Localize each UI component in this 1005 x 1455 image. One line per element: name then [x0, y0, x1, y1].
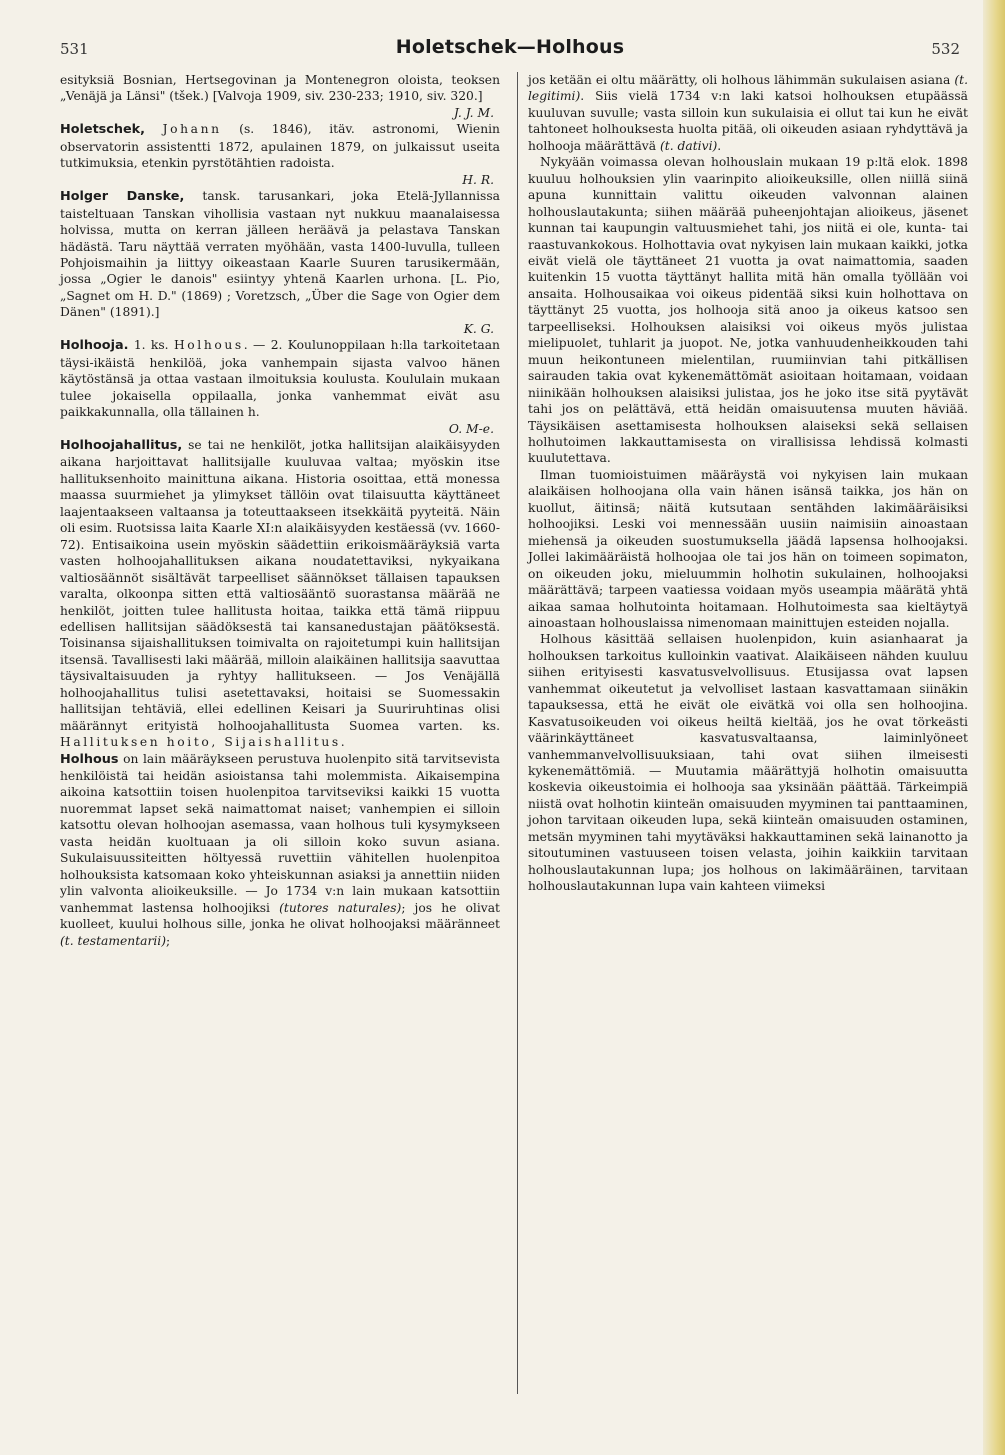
author-signature: J. J. M. [453, 105, 494, 120]
cross-reference: Holhous [173, 338, 244, 353]
latin-term: (t. legitimi) [528, 73, 968, 104]
right-column [528, 72, 968, 895]
cross-reference: Hallituksen hoito, Sijaishallitus [60, 735, 341, 750]
left-column [60, 72, 500, 949]
paragraph-guardians: Ilman tuomioistuimen määräystä voi nykyisen lain mukaan alaikäisen holhoojana olla vain hänen isänsä taikka, jos hän on kuollut, äitinsä; näitä kutsutaan sentähden lakimääräisiksi holhoojiksi. Leski voi mennessään uusiin naimisiin ainoastaan miehensä ja oikeuden suostumuksella jäädä lapsensa holhoojaksi. Jollei lakimääräistä holhoojaa ole tai jos hän on toimeen sopimaton, on oikeuden joku, mieluummin holhotin sukulainen, holhoojaksi määrättävä; tarpeen vaatiessa voidaan myös useampia määrätä yhtä aikaa samaa holhutointa hoitamaan. Holhutoimesta saa kieltäytyä ainoastaan holhouslaissa nimenomaan mainittujen esteiden nojalla. [528, 467, 968, 630]
column-divider [517, 72, 518, 1394]
paragraph-current-law: Nykyään voimassa olevan holhouslain mukaan 19 p:ltä elok. 1898 kuuluu holhouksien ylin vaarinpito alioikeuksille, ollen niillä siinä apuna kunnittain valittu oikeuden valvonnan alainen holhouslautakunta; siihen määrää puheenjohtajan alioikeus, jäsenet kunnan tai kaupungin valtuusmiehet tahi, jos niitä ei ole, kunta- tai raastuvankokous. Holhottavia ovat nykyisen lain mukaan kaikki, jotka eivät vielä ole täyttäneet 21 vuotta ja ovat naimattomia, saaden kuitenkin 15 vuotta täyttänyt hallita mitä hän omalla työllään voi ansaita. Holhousaikaa voi oikeus pidentää siksi kuin holhottava on täyttänyt 25 vuotta, jos holhooja sitä anoo ja oikeus katsoo sen tarpeelliseksi. Holhouksen alaisiksi voi oikeus myös julistaa mielipuolet, tuhlarit ja juopot. Ne, jotka vanhuudenheikkouden tahi muun heikontuneen mielentilan, ruumiinvian tahi pitkällisen sairauden takia ovat kykenemättömät asioitaan hoitamaan, voidaan niinikään holhouksen alaisiksi julistaa, jos he joko itse sitä pyytävät tahi jos on pelättävä, että heidän omaisuutensa muuten häviää. Täysikäisen asettamisesta holhouksen alaiseksi sekä sellaisen holhutoimen lakkauttamisesta on virallisissa lehdissä kolmasti kuulutettava. [528, 155, 968, 466]
latin-term: (tutores naturales) [279, 900, 402, 915]
entry-title: Holhous [60, 751, 119, 767]
entry-given-name: Johann [162, 122, 222, 137]
entry-text: on lain määräykseen perustuva huolenpito sitä tarvitsevista henkilöistä tai heidän asioistansa tahi molemmista. Aikaisempina aikoina katsottiin toisen huolenpitoa tarvitseviksi kaikki 15 vuotta nuoremmat lapset sekä naimattomat naiset; vanhempien ei silloin katsottu olevan holhoojan asemassa, vaan holhous tuli kysymykseen vasta heidän kuoltuaan ja oli silloin koko suvun asiana. Sukulaisuussiteitten höltyessä ruvettiin vähitellen huolenpitoa holhouksista katsomaan koko yhteiskunnan asiaksi ja annettiin niiden ylin valvonta alioikeuksille. — Jo 1734 v:n lain mukaan katsottiin vanhemmat lastensa holhoojiksi [60, 751, 500, 915]
latin-term: (t. testamentarii) [60, 933, 167, 948]
entry-title: Holetschek, [60, 122, 146, 138]
paragraph-guardianship-scope: Holhous käsittää sellaisen huolenpidon, kuin asianhaarat ja holhouksen tarkoitus kulloinkin vaativat. Alaikäiseen nähden kuuluu siihen erityisesti kasvatusvelvollisuus. Etusijassa ovat lapsen vanhemmat oikeutetut ja velvolliset lastaan kasvattamaan siinäkin tapauksessa, että he eivät ole eivätkä voi olla sen holhoojina. Kasvatusoikeuden voi oikeus heiltä kieltää, jos he ovat törkeästi väärinkäyttäneet kasvatusvaltaansa, laiminlyöneet vanhemmanvelvollisuuksiaan, tahi ovat siihen ilmeisesti kykenemättömiä. — Muutamia määrättyjä holhotin omaisuutta koskevia oikeustoimia ei holhooja saa yksinään päättää. Tärkeimpiä niistä ovat holhotin kiinteän omaisuuden myyminen tai panttaaminen, johon tarvitaan oikeuden lupa, sekä kiinteän omaisuuden ostaminen, metsän myyminen tahi myytäväksi hakkauttaminen sekä lainanotto ja sitoutuminen vastuuseen toisen velasta, joihin kaikkiin tarvitaan holhouslautakunnan lupa; jos holhous on lakimääräinen, tarvitaan holhouslautakunnan lupa vain kahteen viimeksi [528, 632, 968, 894]
entry-title: Holhoojahallitus, [60, 437, 183, 453]
entry-text: se tai ne henkilöt, jotka hallitsijan alaikäisyyden aikana harjoittavat hallitsijalle kuuluvaa valtaa; myöskin itse hallituksenhoito mainittuna aikana. Historia osoittaa, että monessa maassa suurmiehet ja ylimykset tällöin ovat tilaisuutta käyttäneet laajentaakseen valtaansa ja toteuttaakseen itsekkäitä pyyteitä. Näin oli esim. Ruotsissa laita Kaarle XI:n alaikäisyyden kestäessä (vv. 1660-72). Entisaikoina usein myöskin säädettiin erikoismääräyksiä varta vasten holhoojahallituksen aikana noudatettaviksi, nykyaikana valtiosäännöt sisältävät tarpeelliset säännökset tällaisen tapauksen varalta, olkoonpa sitten että valtiosääntö suorastansa määrää ne henkilöt, joitten tulee hallitusta hoitaa, taikka että tämä riippuu edellisen hallitsijan säädöksestä tai kansanedustajan päätöksestä. Toisinansa sijaishallituksen toimivalta on rajoitetumpi kuin hallitsijan itsensä. Tavallisesti laki määrää, milloin alaikäinen hallitsija saavuttaa täysivaltaisuuden ja ryhtyy hallitukseen. — Jos Venäjällä holhoojahallitus tulisi asetettavaksi, hoitaisi se Suomessakin hallitsijan tehtäviä, ellei edellinen Keisari ja Suuriruhtinas olisi määrännyt erityistä holhoojahallitusta Suomea varten. ks. [60, 437, 500, 733]
entry-text: (s. 1846), itäv. astronomi, Wienin observatorin assistentti 1872, apulainen 1879, on julkaissut useita tutkimuksia, etenkin pyrstötähtien radoista. [60, 122, 500, 171]
paragraph-holhous-cont: jos ketään ei oltu määrätty, oli holhous lähimmän sukulaisen asiana (t. legitimi). Siis vielä 1734 v:n laki katsoi holhouksen etupäässä kuuluvan suvulle; vasta silloin kun sukulaisia ei ollut tai kun he eivät tahtoneet holhouksesta huolta pitää, oli oikeuden asiaan ryhdyttävä ja holhooja määrättävä (t. dativi). [528, 73, 968, 153]
author-signature: O. M-e. [448, 421, 494, 436]
entry-text: tansk. tarusankari, joka Etelä-Jyllannissa taisteltuaan Tanskan vihollisia vastaan nyt nukkuu maanalaisessa holvissa, mutta on kerran jälleen heräävä ja pelastava Tanskan hädästä. Taru näyttää verraten myöhään, vasta 1400-luvulla, tulleen Pohjoismaihin ja liittyy oikeastaan Kaarle Suuren tarusikermään, jossa „Ogier le danois" esiintyy yhtenä Kaarlen urhona. [L. Pio, „Sagnet om H. D." (1869) ; Voretzsch, „Über die Sage von Ogier dem Dänen" (1891).] [60, 189, 500, 320]
entry-title: Holhooja. [60, 338, 129, 354]
entry-title: Holger Danske, [60, 189, 185, 205]
entry-text: . — 2. Koulunoppilaan h:lla tarkoitetaan täysi-ikäistä henkilöä, joka vanhempain sijasta valvoo hänen käytöstänsä ja ottaa vastaan ilmoituksia koulusta. Koululain mukaan tulee jokaisella oppilaalla, jonka vanhemmat eivät asu paikkakunnalla, olla tällainen h. [60, 338, 500, 420]
page-edge-binding [983, 0, 1005, 1455]
latin-term: (t. dativi) [659, 138, 718, 153]
entry-holhooja [60, 337, 500, 437]
entry-holger-danske [60, 188, 500, 337]
paragraph-continuation: esityksiä Bosnian, Hertsegovinan ja Montenegron oloista, teoksen „Venäjä ja Länsi" (tšek.) [Valvoja 1909, siv. 230-233; 1910, siv. 320.] J. J. M. [60, 73, 500, 120]
entry-holhoojahallitus: Holhoojahallitus, se tai ne henkilöt, jotka hallitsijan alaikäisyyden aikana harjoittavat hallitsijalle kuuluvaa valtaa; myöskin itse hallituksenhoito mainittuna aikana. Historia osoittaa, että monessa maassa suurmiehet ja ylimykset tällöin ovat tilaisuutta käyttäneet laajentaakseen valtaansa ja toteuttaakseen itsekkäitä pyyteitä. Näin oli esim. Ruotsissa laita Kaarle XI:n alaikäisyyden kestäessä (vv. 1660-72). Entisaikoina usein myöskin säädettiin erikoismääräyksiä varta vasten holhoojahallituksen aikana noudatettaviksi, nykyaikana valtiosäännöt sisältävät tarpeelliset säännökset tällaisen tapauksen varalta, olkoonpa sitten että valtiosääntö suorastansa määrää ne henkilöt, joitten tulee hallitusta hoitaa, taikka että tämä riippuu edellisen hallitsijan säädöksestä tai kansanedustajan päätöksestä. Toisinansa sijaishallituksen toimivalta on rajoitetumpi kuin hallitsijan itsensä. Tavallisesti laki määrää, milloin alaikäinen hallitsija saavuttaa täysivaltaisuuden ja ryhtyy hallitukseen. — Jos Venäjällä holhoojahallitus tulisi asetettavaksi, hoitaisi se Suomessakin hallitsijan tehtäviä, ellei edellinen Keisari ja Suuriruhtinas olisi määrännyt erityistä holhoojahallitusta Suomea varten. ks. Hallituksen hoito, Sijaishallitus. [60, 437, 500, 750]
page-number-right: 532 [931, 40, 960, 58]
entry-holetschek [60, 121, 500, 188]
running-head: Holetschek—Holhous [395, 36, 625, 58]
entry-holhous: Holhous on lain määräykseen perustuva huolenpito sitä tarvitsevista henkilöistä tai heidän asioistansa tahi molemmista. Aikaisempina aikoina katsottiin toisen huolenpitoa tarvitseviksi kaikki 15 vuotta nuoremmat lapset sekä naimattomat naiset; vanhempien ei silloin katsottu olevan holhoojan asemassa, vaan holhous tuli kysymykseen vasta heidän kuoltuaan ja oli silloin koko suvun asiana. Sukulaisuussiteitten höltyessä ruvettiin vähitellen huolenpitoa holhouksista katsomaan koko yhteiskunnan asiaksi ja annettiin niiden ylin valvonta alioikeuksille. — Jo 1734 v:n lain mukaan katsottiin vanhemmat lastensa holhoojiksi (tutores naturales); jos he olivat kuolleet, kuului holhous sille, jonka he olivat holhoojaksi määränneet (t. testamentarii); [60, 751, 500, 948]
page-number-left: 531 [60, 40, 89, 58]
page-header [60, 36, 960, 66]
author-signature: K. G. [463, 321, 494, 336]
entry-text: 1. ks. [133, 338, 169, 353]
author-signature: H. R. [462, 172, 494, 187]
